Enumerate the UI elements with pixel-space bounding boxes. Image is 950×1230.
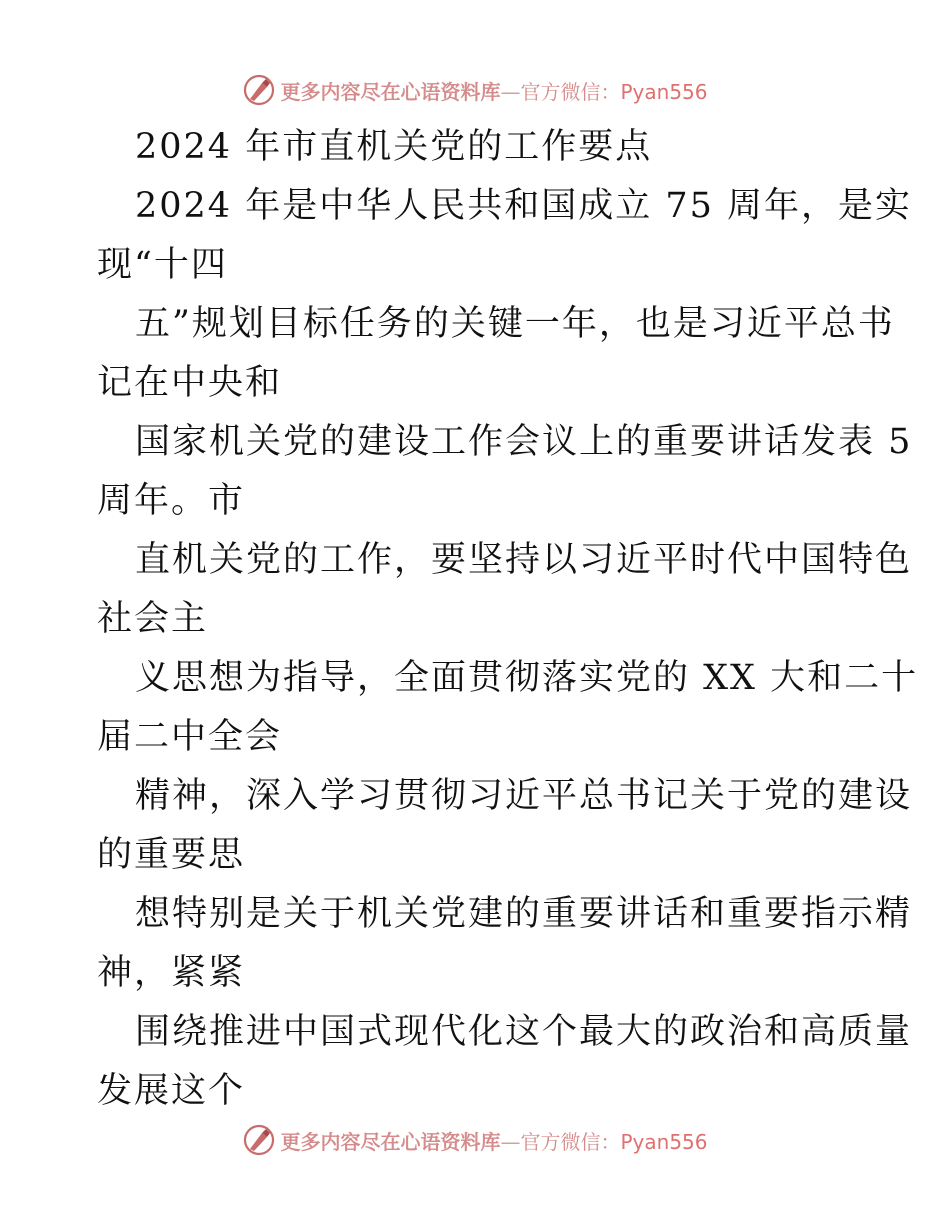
- paragraph-line: 发展这个: [97, 1071, 246, 1111]
- banner-separator: —: [500, 79, 521, 104]
- pen-nib-logo-icon: [242, 1123, 276, 1157]
- banner-wechat-id: Pyan556: [620, 1129, 708, 1154]
- banner-wechat-label: 官方微信：: [520, 79, 621, 104]
- document-title: 2024 年市直机关党的工作要点: [135, 127, 653, 167]
- paragraph-line: 2024 年是中华人民共和国成立 75 周年，是实: [135, 186, 912, 226]
- paragraph-line: 精神，深入学习贯彻习近平总书记关于党的建设: [135, 776, 913, 816]
- paragraph-line: 想特别是关于机关党建的重要讲话和重要指示精: [135, 894, 913, 934]
- paragraph-line: 周年。市: [97, 481, 246, 521]
- banner-main-text: 更多内容尽在心语资料库: [280, 79, 501, 104]
- paragraph-line: 直机关党的工作，要坚持以习近平时代中国特色: [135, 540, 913, 580]
- paragraph-line: 围绕推进中国式现代化这个最大的政治和高质量: [135, 1012, 913, 1052]
- paragraph-line: 记在中央和: [97, 363, 283, 403]
- paragraph-line: 届二中全会: [97, 717, 283, 757]
- paragraph-line: 现“十四: [97, 245, 228, 285]
- footer-watermark-banner: [0, 1120, 950, 1160]
- paragraph-line: 国家机关党的建设工作会议上的重要讲话发表 5: [135, 422, 913, 462]
- banner-wechat-id: Pyan556: [620, 79, 708, 104]
- paragraph-line: 义思想为指导，全面贯彻落实党的 XX 大和二十: [135, 658, 919, 698]
- banner-main-text: 更多内容尽在心语资料库: [280, 1129, 501, 1154]
- header-watermark-banner: [0, 70, 950, 110]
- banner-separator: —: [500, 1129, 521, 1154]
- paragraph-line: 的重要思: [97, 835, 246, 875]
- paragraph-line: 五”规划目标任务的关键一年，也是习近平总书: [135, 304, 895, 344]
- paragraph-line: 神，紧紧: [97, 953, 246, 993]
- banner-wechat-label: 官方微信：: [520, 1129, 621, 1154]
- pen-nib-logo-icon: [242, 73, 276, 107]
- paragraph-line: 社会主: [97, 599, 209, 639]
